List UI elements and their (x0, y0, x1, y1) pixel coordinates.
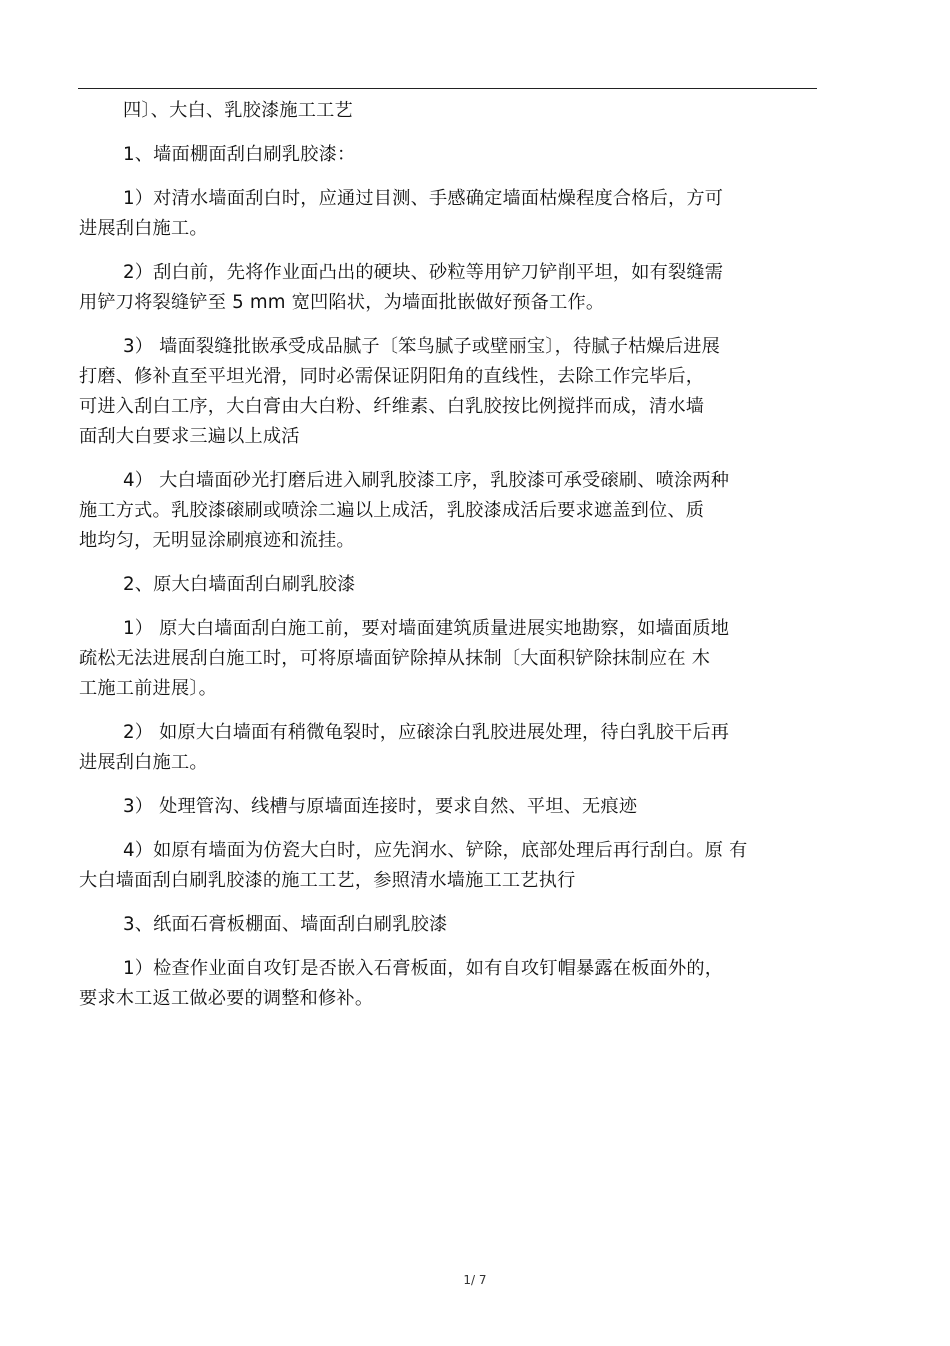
paragraph (79, 836, 811, 896)
paragraph-line: 地均匀，无明显涂刷痕迹和流挂。 (79, 530, 355, 551)
paragraph-line: 1）对清水墙面刮白时，应通过目测、手感确定墙面枯燥程度合格后，方可 (123, 188, 724, 209)
page-number: 1/ 7 (463, 1273, 487, 1287)
heading-text: 四〕、大白、乳胶漆施工工艺 (123, 100, 353, 121)
paragraph-line: 进展刮白施工。 (79, 218, 208, 239)
section-heading (79, 140, 811, 170)
section-heading (79, 570, 811, 600)
section-heading (79, 910, 811, 940)
paragraph-line: 4）如原有墙面为仿瓷大白时，应先润水、铲除，底部处理后再行刮白。原 有 (123, 840, 748, 861)
heading-text: 3、纸面石膏板棚面、墙面刮白刷乳胶漆 (123, 914, 448, 935)
paragraph-line: 要求木工返工做必要的调整和修补。 (79, 988, 374, 1009)
paragraph-line: 1） 原大白墙面刮白施工前，要对墙面建筑质量进展实地勘察，如墙面质地 (123, 618, 730, 639)
paragraph (79, 258, 811, 318)
paragraph-line: 面刮大白要求三遍以上成活 (79, 426, 300, 447)
paragraph (79, 718, 811, 778)
paragraph-line: 施工方式。乳胶漆磙刷或喷涂二遍以上成活，乳胶漆成活后要求遮盖到位、质 (79, 500, 705, 521)
paragraph-line: 大白墙面刮白刷乳胶漆的施工工艺，参照清水墙施工工艺执行 (79, 870, 576, 891)
paragraph-line: 打磨、修补直至平坦光滑，同时必需保证阴阳角的直线性，去除工作完毕后， (79, 366, 705, 387)
paragraph-line: 进展刮白施工。 (79, 752, 208, 773)
paragraph-line: 4） 大白墙面砂光打磨后进入刷乳胶漆工序，乳胶漆可承受磙刷、喷涂两种 (123, 470, 730, 491)
document-body (79, 96, 811, 1028)
section-heading (79, 96, 811, 126)
paragraph-line: 3） 处理管沟、线槽与原墙面连接时，要求自然、平坦、无痕迹 (123, 796, 638, 817)
paragraph-line: 1）检查作业面自攻钉是否嵌入石膏板面，如有自攻钉帽暴露在板面外的， (123, 958, 724, 979)
paragraph-line: 2）刮白前，先将作业面凸出的硬块、砂粒等用铲刀铲削平坦，如有裂缝需 (123, 262, 724, 283)
paragraph (79, 332, 811, 452)
paragraph-line: 可进入刮白工序，大白膏由大白粉、纤维素、白乳胶按比例搅拌而成，清水墙 (79, 396, 705, 417)
paragraph-line: 3） 墙面裂缝批嵌承受成品腻子〔笨鸟腻子或壁丽宝〕，待腻子枯燥后进展 (123, 336, 721, 357)
heading-text: 2、原大白墙面刮白刷乳胶漆 (123, 574, 356, 595)
paragraph (79, 614, 811, 704)
paragraph-line: 用铲刀将裂缝铲至 5 mm 宽凹陷状，为墙面批嵌做好预备工作。 (79, 292, 605, 313)
paragraph-line: 2） 如原大白墙面有稍微龟裂时，应磙涂白乳胶进展处理，待白乳胶干后再 (123, 722, 730, 743)
paragraph (79, 184, 811, 244)
paragraph (79, 954, 811, 1014)
paragraph-line: 工施工前进展〕。 (79, 678, 218, 699)
paragraph (79, 792, 811, 822)
paragraph-line: 疏松无法进展刮白施工时，可将原墙面铲除掉从抹制〔大面积铲除抹制应在 木 (79, 648, 711, 669)
paragraph (79, 466, 811, 556)
header-rule (78, 88, 817, 89)
heading-text: 1、墙面棚面刮白刷乳胶漆： (123, 144, 356, 165)
